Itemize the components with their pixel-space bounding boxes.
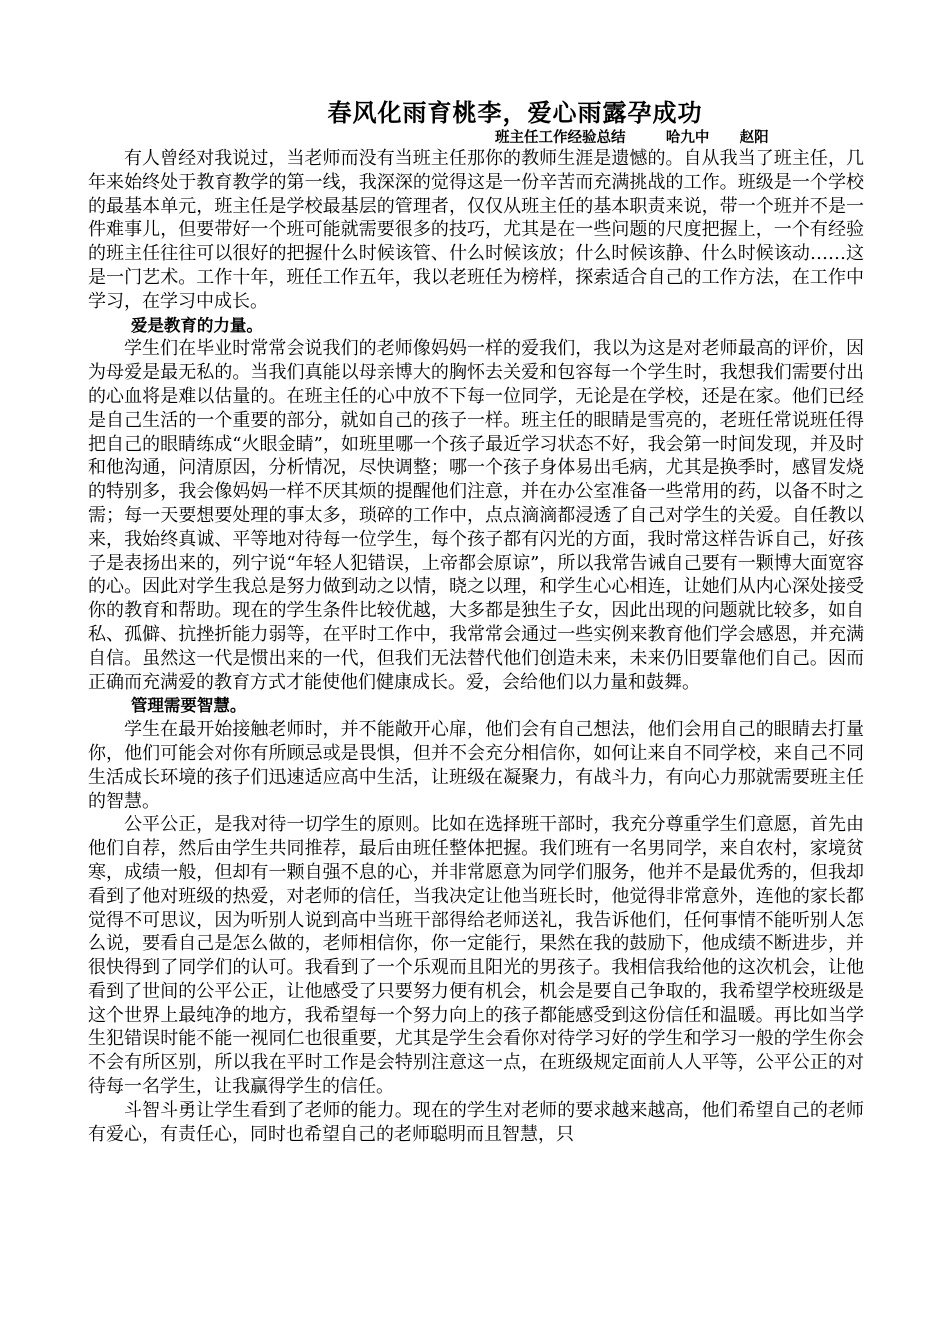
- document-title: 春风化雨育桃李，爱心雨露孕成功: [327, 99, 703, 127]
- wisdom-paragraph: 斗智斗勇让学生看到了老师的能力。现在的学生对老师的要求越来越高，他们希望自己的老师有爱心，有责任心，同时也希望自己的老师聪明而且智慧，只: [88, 1099, 864, 1145]
- fairness-paragraph: 公平公正，是我对待一切学生的原则。比如在选择班干部时，我充分尊重学生们意愿，首先由他们自荐，然后由学生共同推荐，最后由班任整体把握。我们班有一名男同学，来自农村，家境贫寒，成绩一般，但却有一颗自强不息的心，并非常愿意为同学们服务，他并不是最优秀的，但我却看到了他对班级的热爱，对老师的信任，当我决定让他当班长时，他觉得非常意外，连他的家长都觉得不可思议，因为听别人说到高中当班干部得给老师送礼，我告诉他们，任何事情不能听别人怎么说，要看自己是怎么做的，老师相信你，你一定能行，果然在我的鼓励下，他成绩不断进步，并很快得到了同学们的认可。我看到了一个乐观而且阳光的男孩子。我相信我给他的这次机会，让他看到了世间的公平公正，让他感受了只要努力便有机会，机会是要自己争取的，我希望学校班级是这个世界上最纯净的地方，我希望每一个努力向上的孩子都能感受到这份信任和温暖。再比如当学生犯错误时能不能一视同仁也很重要，尤其是学生会看你对待学习好的学生和学习一般的学生你会不会有所区别，所以我在平时工作是会特别注意这一点，在班级规定面前人人平等，公平公正的对待每一名学生，让我赢得学生的信任。: [88, 814, 864, 1098]
- section-heading-management: 管理需要智慧。: [130, 696, 247, 716]
- love-paragraph: 学生们在毕业时常常会说我们的老师像妈妈一样的爱我们，我以为这是对老师最高的评价，因为母爱是最无私的。当我们真能以母亲博大的胸怀去关爱和包容每一个学生时，我想我们需要付出的心血将是难以估量的。在班主任的心中放不下每一位同学，无论是在学校，还是在家。他们已经是自己生活的一个重要的部分，就如自己的孩子一样。班主任的眼睛是雪亮的，老班任常说班任得把自己的眼睛练成“火眼金睛”，如班里哪一个孩子最近学习状态不好，我会第一时间发现，并及时和他沟通，问清原因，分析情况，尽快调整；哪一个孩子身体易出毛病，尤其是换季时，感冒发烧的特别多，我会像妈妈一样不厌其烦的提醒他们注意，并在办公室准备一些常用的药，以备不时之需；每一天要想要处理的事太多，琐碎的工作中，点点滴滴都浸透了自己对学生的关爱。自任教以来，我始终真诚、平等地对待每一位学生，每个孩子都有闪光的方面，我时常这样告诉自己，好孩子是表扬出来的，列宁说“年轻人犯错误，上帝都会原谅”，所以我常告诫自己要有一颗博大面宽容的心。因此对学生我总是努力做到动之以情，晓之以理，和学生心心相连，让她们从内心深处接受你的教育和帮助。现在的学生条件比较优越，大多都是独生子女，因此出现的问题就比较多，如自私、孤僻、抗挫折能力弱等，在平时工作中，我常常会通过一些实例来教育他们学会感恩，并充满自信。虽然这一代是惯出来的一代，但我们无法替代他们创造未来，未来仍旧要靠他们自己。因而正确而充满爱的教育方式才能使他们健康成长。爱，会给他们以力量和鼓舞。: [88, 338, 864, 693]
- document-body: [88, 147, 864, 1146]
- section-heading-love: 爱是教育的力量。: [130, 315, 263, 335]
- intro-paragraph: 有人曾经对我说过，当老师而没有当班主任那你的教师生涯是遗憾的。自从我当了班主任，几年来始终处于教育教学的第一线，我深深的觉得这是一份辛苦而充满挑战的工作。班级是一个学校的最基本单元，班主任是学校最基层的管理者，仅仅从班主任的基本职责来说，带一个班并不是一件难事儿，但要带好一个班可能就需要很多的技巧，尤其是在一些问题的尺度把握上，一个有经验的班主任往往可以很好的把握什么时候该管、什么时候该放；什么时候该静、什么时候该动……这是一门艺术。工作十年，班任工作五年，我以老班任为榜样，探索适合自己的工作方法，在工作中学习，在学习中成长。: [88, 148, 864, 312]
- management-paragraph: 学生在最开始接触老师时，并不能敞开心扉，他们会有自己想法，他们会用自己的眼睛去打量你，他们可能会对你有所顾忌或是畏惧，但并不会充分相信你，如何让来自不同学校，来自己不同生活成长环境的孩子们迅速适应高中生活，让班级在凝聚力，有战斗力，有向心力那就需要班主任的智慧。: [88, 719, 864, 812]
- byline: 班主任工作经验总结 哈九中 赵阳: [495, 130, 769, 146]
